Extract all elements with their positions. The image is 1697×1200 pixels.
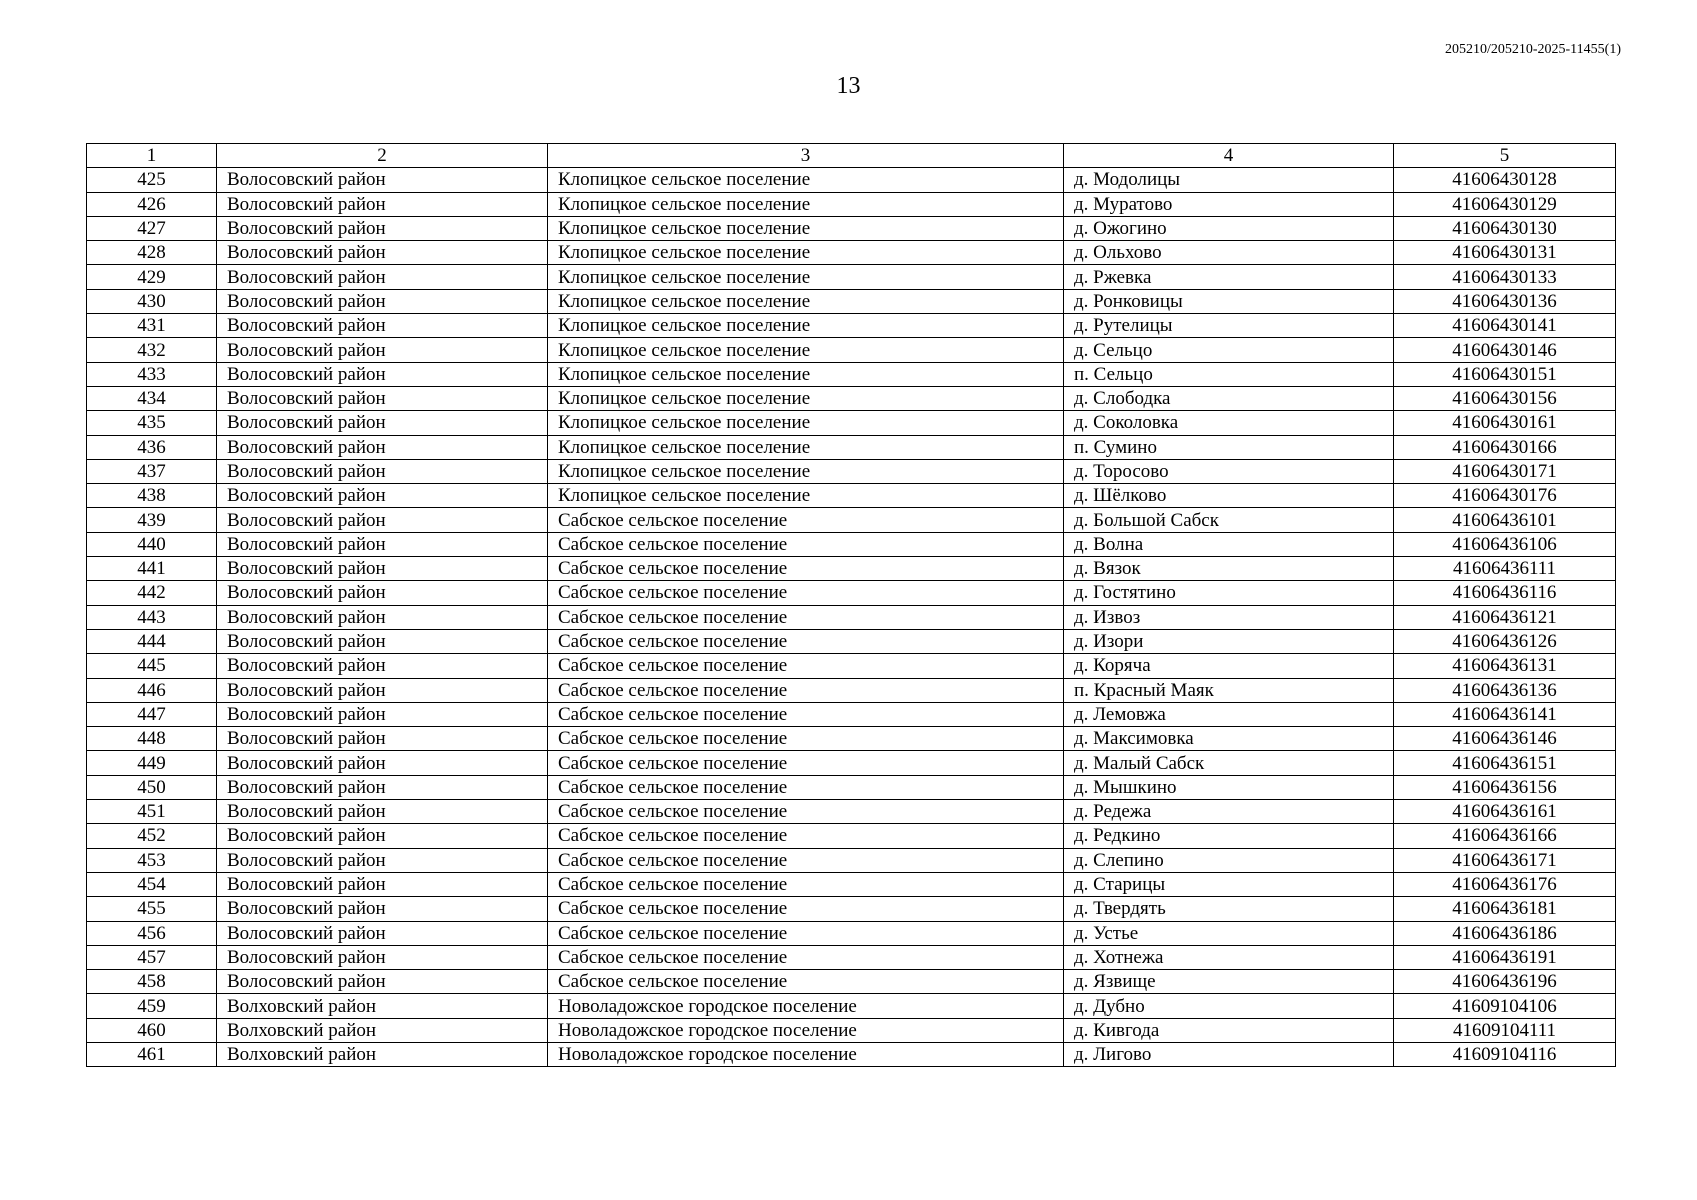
district-cell: Волосовский район xyxy=(217,508,548,532)
district-cell: Волосовский район xyxy=(217,751,548,775)
locality-cell: д. Соколовка xyxy=(1064,411,1394,435)
row-number-cell: 430 xyxy=(87,289,217,313)
table-row xyxy=(87,824,1616,848)
locality-cell: д. Язвище xyxy=(1064,970,1394,994)
district-cell: Волосовский район xyxy=(217,435,548,459)
code-cell: 41606430141 xyxy=(1394,314,1616,338)
district-cell: Волосовский район xyxy=(217,800,548,824)
document-id: 205210/205210-2025-11455(1) xyxy=(1444,42,1621,57)
settlement-cell: Сабское сельское поселение xyxy=(548,702,1064,726)
district-cell: Волосовский район xyxy=(217,970,548,994)
settlement-cell: Сабское сельское поселение xyxy=(548,897,1064,921)
settlement-cell: Сабское сельское поселение xyxy=(548,945,1064,969)
column-header-3: 3 xyxy=(548,144,1064,168)
settlement-cell: Клопицкое сельское поселение xyxy=(548,386,1064,410)
settlement-cell: Клопицкое сельское поселение xyxy=(548,435,1064,459)
settlement-cell: Сабское сельское поселение xyxy=(548,751,1064,775)
locality-cell: д. Извоз xyxy=(1064,605,1394,629)
locality-cell: д. Торосово xyxy=(1064,459,1394,483)
row-number-cell: 460 xyxy=(87,1018,217,1042)
column-header-2: 2 xyxy=(217,144,548,168)
table-row xyxy=(87,727,1616,751)
code-cell: 41606436136 xyxy=(1394,678,1616,702)
table-row xyxy=(87,751,1616,775)
settlement-cell: Сабское сельское поселение xyxy=(548,532,1064,556)
row-number-cell: 433 xyxy=(87,362,217,386)
district-cell: Волосовский район xyxy=(217,411,548,435)
district-cell: Волосовский район xyxy=(217,897,548,921)
row-number-cell: 449 xyxy=(87,751,217,775)
district-cell: Волосовский район xyxy=(217,484,548,508)
table-row xyxy=(87,605,1616,629)
table-row xyxy=(87,970,1616,994)
locality-cell: д. Слепино xyxy=(1064,848,1394,872)
locality-cell: д. Модолицы xyxy=(1064,168,1394,192)
code-cell: 41606436151 xyxy=(1394,751,1616,775)
locality-cell: д. Дубно xyxy=(1064,994,1394,1018)
district-cell: Волосовский район xyxy=(217,314,548,338)
locality-cell: д. Твердять xyxy=(1064,897,1394,921)
code-cell: 41606430146 xyxy=(1394,338,1616,362)
code-cell: 41606430151 xyxy=(1394,362,1616,386)
district-cell: Волосовский район xyxy=(217,192,548,216)
code-cell: 41606436116 xyxy=(1394,581,1616,605)
row-number-cell: 426 xyxy=(87,192,217,216)
table-row xyxy=(87,775,1616,799)
code-cell: 41606430129 xyxy=(1394,192,1616,216)
table-row xyxy=(87,945,1616,969)
table-row xyxy=(87,508,1616,532)
locality-cell: д. Ронковицы xyxy=(1064,289,1394,313)
row-number-cell: 439 xyxy=(87,508,217,532)
settlement-cell: Сабское сельское поселение xyxy=(548,654,1064,678)
locality-cell: д. Устье xyxy=(1064,921,1394,945)
settlement-cell: Сабское сельское поселение xyxy=(548,824,1064,848)
district-cell: Волховский район xyxy=(217,1018,548,1042)
locality-cell: д. Большой Сабск xyxy=(1064,508,1394,532)
table-row xyxy=(87,289,1616,313)
settlement-cell: Клопицкое сельское поселение xyxy=(548,168,1064,192)
row-number-cell: 445 xyxy=(87,654,217,678)
locality-cell: д. Муратово xyxy=(1064,192,1394,216)
code-cell: 41606436111 xyxy=(1394,557,1616,581)
code-cell: 41606430171 xyxy=(1394,459,1616,483)
settlement-cell: Клопицкое сельское поселение xyxy=(548,241,1064,265)
code-cell: 41606430136 xyxy=(1394,289,1616,313)
locality-cell: д. Вязок xyxy=(1064,557,1394,581)
code-cell: 41606436121 xyxy=(1394,605,1616,629)
settlement-cell: Клопицкое сельское поселение xyxy=(548,411,1064,435)
code-cell: 41606436196 xyxy=(1394,970,1616,994)
code-cell: 41606436191 xyxy=(1394,945,1616,969)
table-row xyxy=(87,314,1616,338)
district-cell: Волховский район xyxy=(217,994,548,1018)
table-row xyxy=(87,338,1616,362)
settlement-cell: Клопицкое сельское поселение xyxy=(548,289,1064,313)
settlement-cell: Клопицкое сельское поселение xyxy=(548,459,1064,483)
locality-cell: д. Лигово xyxy=(1064,1042,1394,1066)
settlement-cell: Сабское сельское поселение xyxy=(548,629,1064,653)
locality-cell: д. Хотнежа xyxy=(1064,945,1394,969)
row-number-cell: 454 xyxy=(87,872,217,896)
row-number-cell: 457 xyxy=(87,945,217,969)
table-row xyxy=(87,557,1616,581)
table-row xyxy=(87,1018,1616,1042)
settlement-cell: Клопицкое сельское поселение xyxy=(548,265,1064,289)
row-number-cell: 435 xyxy=(87,411,217,435)
table-row xyxy=(87,897,1616,921)
district-cell: Волосовский район xyxy=(217,241,548,265)
table-row xyxy=(87,581,1616,605)
row-number-cell: 446 xyxy=(87,678,217,702)
row-number-cell: 455 xyxy=(87,897,217,921)
locality-cell: п. Сумино xyxy=(1064,435,1394,459)
row-number-cell: 431 xyxy=(87,314,217,338)
code-cell: 41606436156 xyxy=(1394,775,1616,799)
code-cell: 41606436161 xyxy=(1394,800,1616,824)
row-number-cell: 440 xyxy=(87,532,217,556)
district-cell: Волосовский район xyxy=(217,338,548,362)
settlement-cell: Клопицкое сельское поселение xyxy=(548,192,1064,216)
row-number-cell: 429 xyxy=(87,265,217,289)
column-header-4: 4 xyxy=(1064,144,1394,168)
table-row xyxy=(87,678,1616,702)
settlement-cell: Новоладожское городское поселение xyxy=(548,994,1064,1018)
code-cell: 41606436141 xyxy=(1394,702,1616,726)
row-number-cell: 438 xyxy=(87,484,217,508)
district-cell: Волосовский район xyxy=(217,362,548,386)
code-cell: 41606430156 xyxy=(1394,386,1616,410)
locality-cell: д. Рутелицы xyxy=(1064,314,1394,338)
district-cell: Волосовский район xyxy=(217,945,548,969)
row-number-cell: 442 xyxy=(87,581,217,605)
locality-cell: д. Слободка xyxy=(1064,386,1394,410)
code-cell: 41609104106 xyxy=(1394,994,1616,1018)
locality-cell: д. Мышкино xyxy=(1064,775,1394,799)
district-cell: Волосовский район xyxy=(217,168,548,192)
locality-cell: д. Сельцо xyxy=(1064,338,1394,362)
locality-cell: д. Старицы xyxy=(1064,872,1394,896)
table-row xyxy=(87,800,1616,824)
locality-cell: д. Редежа xyxy=(1064,800,1394,824)
row-number-cell: 459 xyxy=(87,994,217,1018)
district-cell: Волосовский район xyxy=(217,265,548,289)
row-number-cell: 443 xyxy=(87,605,217,629)
row-number-cell: 452 xyxy=(87,824,217,848)
row-number-cell: 461 xyxy=(87,1042,217,1066)
locality-cell: д. Ржевка xyxy=(1064,265,1394,289)
locality-cell: п. Сельцо xyxy=(1064,362,1394,386)
locality-cell: д. Лемовжа xyxy=(1064,702,1394,726)
table-row xyxy=(87,532,1616,556)
district-cell: Волосовский район xyxy=(217,727,548,751)
district-cell: Волосовский район xyxy=(217,532,548,556)
code-cell: 41606436146 xyxy=(1394,727,1616,751)
table-row xyxy=(87,654,1616,678)
row-number-cell: 448 xyxy=(87,727,217,751)
page-number: 13 xyxy=(836,73,861,99)
locality-cell: п. Красный Маяк xyxy=(1064,678,1394,702)
row-number-cell: 453 xyxy=(87,848,217,872)
table-row xyxy=(87,265,1616,289)
code-cell: 41606436186 xyxy=(1394,921,1616,945)
settlement-cell: Сабское сельское поселение xyxy=(548,557,1064,581)
district-cell: Волосовский район xyxy=(217,289,548,313)
table-row xyxy=(87,435,1616,459)
settlement-cell: Клопицкое сельское поселение xyxy=(548,338,1064,362)
settlement-cell: Клопицкое сельское поселение xyxy=(548,484,1064,508)
district-cell: Волосовский район xyxy=(217,775,548,799)
code-cell: 41606436171 xyxy=(1394,848,1616,872)
district-cell: Волосовский район xyxy=(217,216,548,240)
row-number-cell: 425 xyxy=(87,168,217,192)
table-row xyxy=(87,921,1616,945)
code-cell: 41606436131 xyxy=(1394,654,1616,678)
code-cell: 41606430128 xyxy=(1394,168,1616,192)
row-number-cell: 444 xyxy=(87,629,217,653)
district-cell: Волосовский район xyxy=(217,557,548,581)
column-header-5: 5 xyxy=(1394,144,1616,168)
settlement-cell: Сабское сельское поселение xyxy=(548,508,1064,532)
table-row xyxy=(87,216,1616,240)
code-cell: 41606430176 xyxy=(1394,484,1616,508)
settlement-cell: Сабское сельское поселение xyxy=(548,775,1064,799)
district-cell: Волосовский район xyxy=(217,581,548,605)
locality-cell: д. Малый Сабск xyxy=(1064,751,1394,775)
settlement-cell: Сабское сельское поселение xyxy=(548,872,1064,896)
table-row xyxy=(87,411,1616,435)
district-cell: Волосовский район xyxy=(217,824,548,848)
settlement-cell: Сабское сельское поселение xyxy=(548,581,1064,605)
settlement-cell: Сабское сельское поселение xyxy=(548,848,1064,872)
table-row xyxy=(87,629,1616,653)
district-cell: Волховский район xyxy=(217,1042,548,1066)
district-cell: Волосовский район xyxy=(217,872,548,896)
district-cell: Волосовский район xyxy=(217,654,548,678)
locality-cell: д. Максимовка xyxy=(1064,727,1394,751)
table-row xyxy=(87,994,1616,1018)
code-cell: 41609104116 xyxy=(1394,1042,1616,1066)
code-cell: 41606436106 xyxy=(1394,532,1616,556)
row-number-cell: 456 xyxy=(87,921,217,945)
district-cell: Волосовский район xyxy=(217,678,548,702)
code-cell: 41606436176 xyxy=(1394,872,1616,896)
row-number-cell: 451 xyxy=(87,800,217,824)
row-number-cell: 432 xyxy=(87,338,217,362)
locality-cell: д. Ожогино xyxy=(1064,216,1394,240)
code-cell: 41606430130 xyxy=(1394,216,1616,240)
row-number-cell: 447 xyxy=(87,702,217,726)
settlement-cell: Клопицкое сельское поселение xyxy=(548,216,1064,240)
code-cell: 41606430161 xyxy=(1394,411,1616,435)
settlement-cell: Сабское сельское поселение xyxy=(548,678,1064,702)
row-number-cell: 428 xyxy=(87,241,217,265)
district-cell: Волосовский район xyxy=(217,459,548,483)
locality-cell: д. Коряча xyxy=(1064,654,1394,678)
settlement-cell: Сабское сельское поселение xyxy=(548,727,1064,751)
row-number-cell: 436 xyxy=(87,435,217,459)
district-cell: Волосовский район xyxy=(217,605,548,629)
settlement-cell: Сабское сельское поселение xyxy=(548,605,1064,629)
row-number-cell: 441 xyxy=(87,557,217,581)
settlement-cell: Клопицкое сельское поселение xyxy=(548,362,1064,386)
row-number-cell: 427 xyxy=(87,216,217,240)
table-body xyxy=(87,168,1616,1067)
locality-cell: д. Шёлково xyxy=(1064,484,1394,508)
row-number-cell: 434 xyxy=(87,386,217,410)
row-number-cell: 458 xyxy=(87,970,217,994)
settlement-cell: Сабское сельское поселение xyxy=(548,921,1064,945)
district-cell: Волосовский район xyxy=(217,702,548,726)
column-header-1: 1 xyxy=(87,144,217,168)
code-cell: 41606430166 xyxy=(1394,435,1616,459)
table-row xyxy=(87,702,1616,726)
locality-cell: д. Гостятино xyxy=(1064,581,1394,605)
locality-cell: д. Изори xyxy=(1064,629,1394,653)
locality-cell: д. Волна xyxy=(1064,532,1394,556)
table-row xyxy=(87,192,1616,216)
table-row xyxy=(87,362,1616,386)
table-header xyxy=(87,144,1616,168)
code-cell: 41606436126 xyxy=(1394,629,1616,653)
settlements-table xyxy=(86,143,1616,1067)
table-row xyxy=(87,459,1616,483)
settlement-cell: Сабское сельское поселение xyxy=(548,800,1064,824)
locality-cell: д. Ольхово xyxy=(1064,241,1394,265)
row-number-cell: 450 xyxy=(87,775,217,799)
settlement-cell: Новоладожское городское поселение xyxy=(548,1042,1064,1066)
settlement-cell: Клопицкое сельское поселение xyxy=(548,314,1064,338)
row-number-cell: 437 xyxy=(87,459,217,483)
code-cell: 41606436166 xyxy=(1394,824,1616,848)
code-cell: 41606430133 xyxy=(1394,265,1616,289)
table-row xyxy=(87,1042,1616,1066)
table-row xyxy=(87,168,1616,192)
table-row xyxy=(87,848,1616,872)
district-cell: Волосовский район xyxy=(217,629,548,653)
district-cell: Волосовский район xyxy=(217,921,548,945)
table-row xyxy=(87,241,1616,265)
locality-cell: д. Кивгода xyxy=(1064,1018,1394,1042)
locality-cell: д. Редкино xyxy=(1064,824,1394,848)
code-cell: 41606430131 xyxy=(1394,241,1616,265)
settlement-cell: Новоладожское городское поселение xyxy=(548,1018,1064,1042)
table-row xyxy=(87,386,1616,410)
code-cell: 41606436101 xyxy=(1394,508,1616,532)
header-row xyxy=(87,144,1616,168)
table-row xyxy=(87,872,1616,896)
code-cell: 41609104111 xyxy=(1394,1018,1616,1042)
table-row xyxy=(87,484,1616,508)
code-cell: 41606436181 xyxy=(1394,897,1616,921)
settlement-cell: Сабское сельское поселение xyxy=(548,970,1064,994)
district-cell: Волосовский район xyxy=(217,848,548,872)
district-cell: Волосовский район xyxy=(217,386,548,410)
